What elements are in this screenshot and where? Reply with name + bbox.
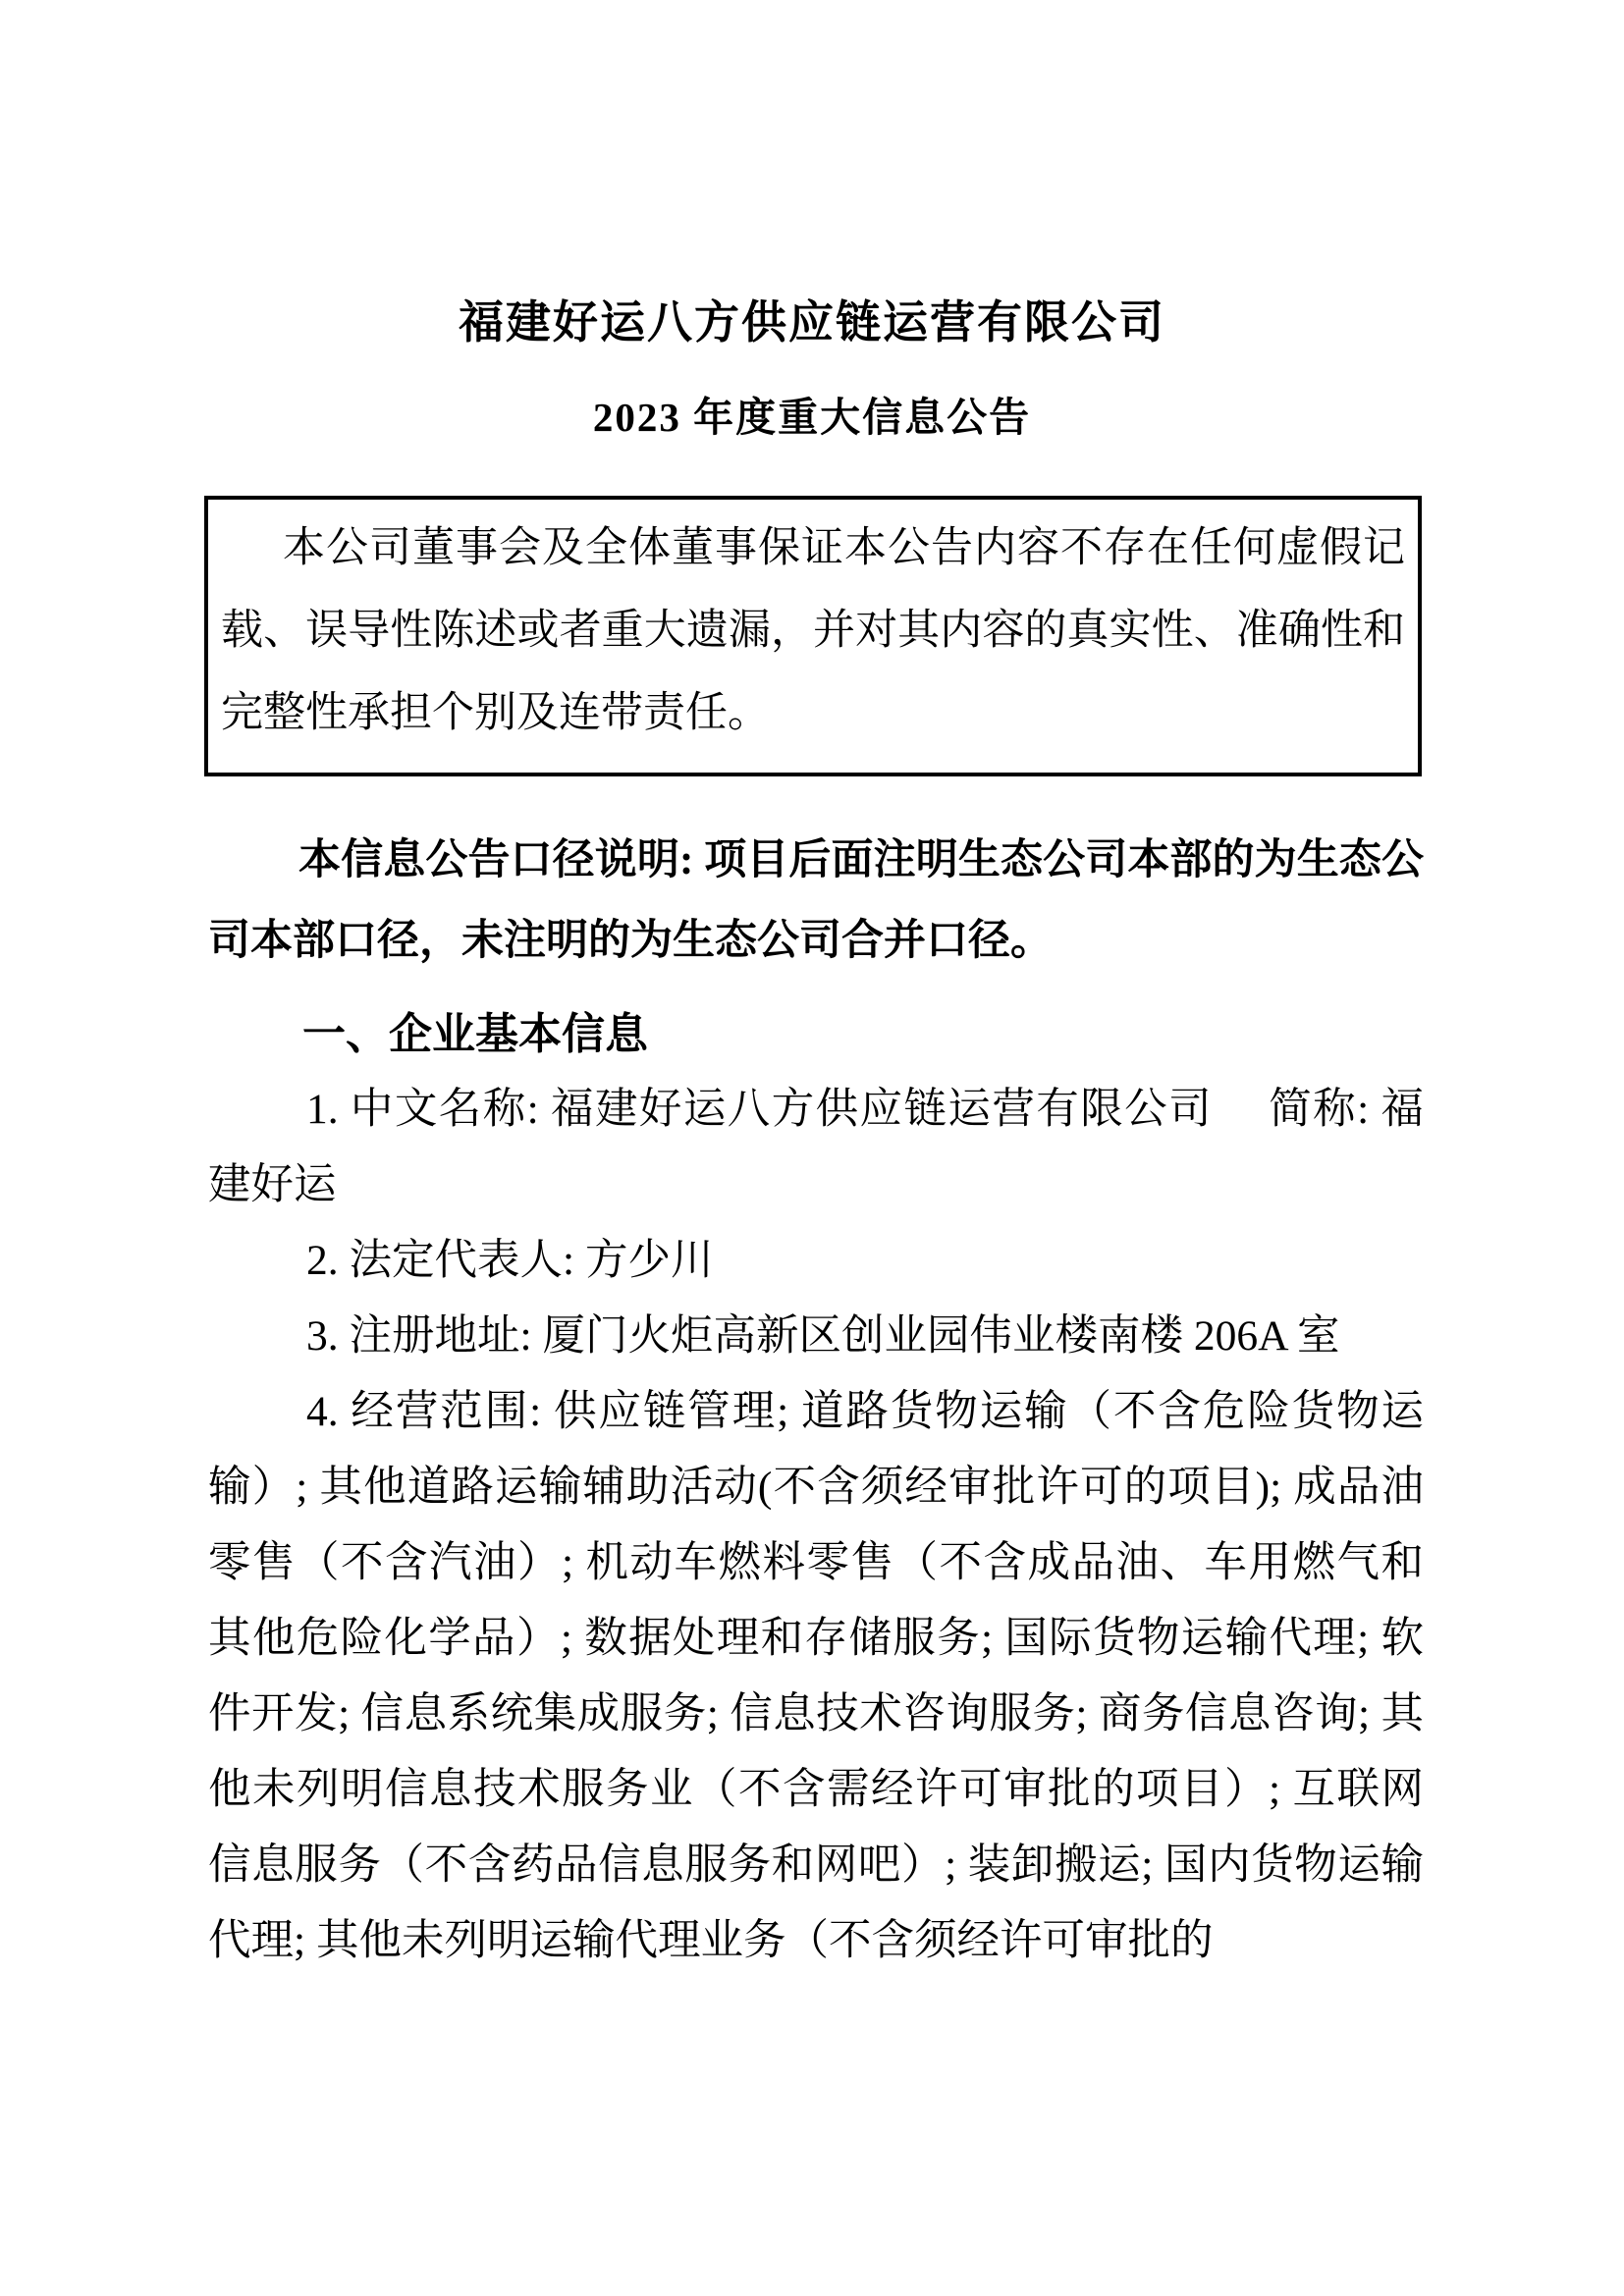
item-registered-address: 3. 注册地址: 厦门火炬高新区创业园伟业楼南楼 206A 室: [306, 1312, 1340, 1360]
document-title-announcement: 2023 年度重大信息公告: [592, 395, 1032, 440]
disclaimer-box: [204, 496, 1422, 776]
section-heading: 一、企业基本信息: [302, 1010, 648, 1058]
caliber-note: 本信息公告口径说明: 项目后面注明生态公司本部的为生态公司本部口径，未注明的为生态公司合并口径。: [208, 837, 1424, 964]
document-title-company: 福建好运八方供应链运营有限公司: [459, 297, 1165, 347]
item-chinese-name: 1. 中文名称: 福建好运八方供应链运营有限公司 简称: 福建好运: [208, 1086, 1424, 1208]
disclaimer-text: 本公司董事会及全体董事保证本公告内容不存在任何虚假记载、误导性陈述或者重大遗漏，并对其内容的真实性、准确性和完整性承担个别及连带责任。: [221, 525, 1405, 736]
section-basic-info: [208, 996, 1424, 1979]
item-business-scope: 4. 经营范围: 供应链管理; 道路货物运输（不含危险货物运输）; 其他道路运输辅助活动(不含须经审批许可的项目); 成品油零售（不含汽油）; 机动车燃料零售（不含成品油、车用燃气和其他危险化学品）; 数据处理和存储服务; 国际货物运输代理; 软件开发; 信息系统集成服务; 信息技术咨询服务; 商务信息咨询; 其他未列明信息技术服务业（不含需经许可审批的项目）; 互联网信息服务（不含药品信息服务和网吧）; 装卸搬运; 国内货物运输代理; 其他未列明运输代理业务（不含须经许可审批的: [208, 1388, 1424, 1964]
item-legal-representative: 2. 法定代表人: 方少川: [306, 1237, 714, 1284]
